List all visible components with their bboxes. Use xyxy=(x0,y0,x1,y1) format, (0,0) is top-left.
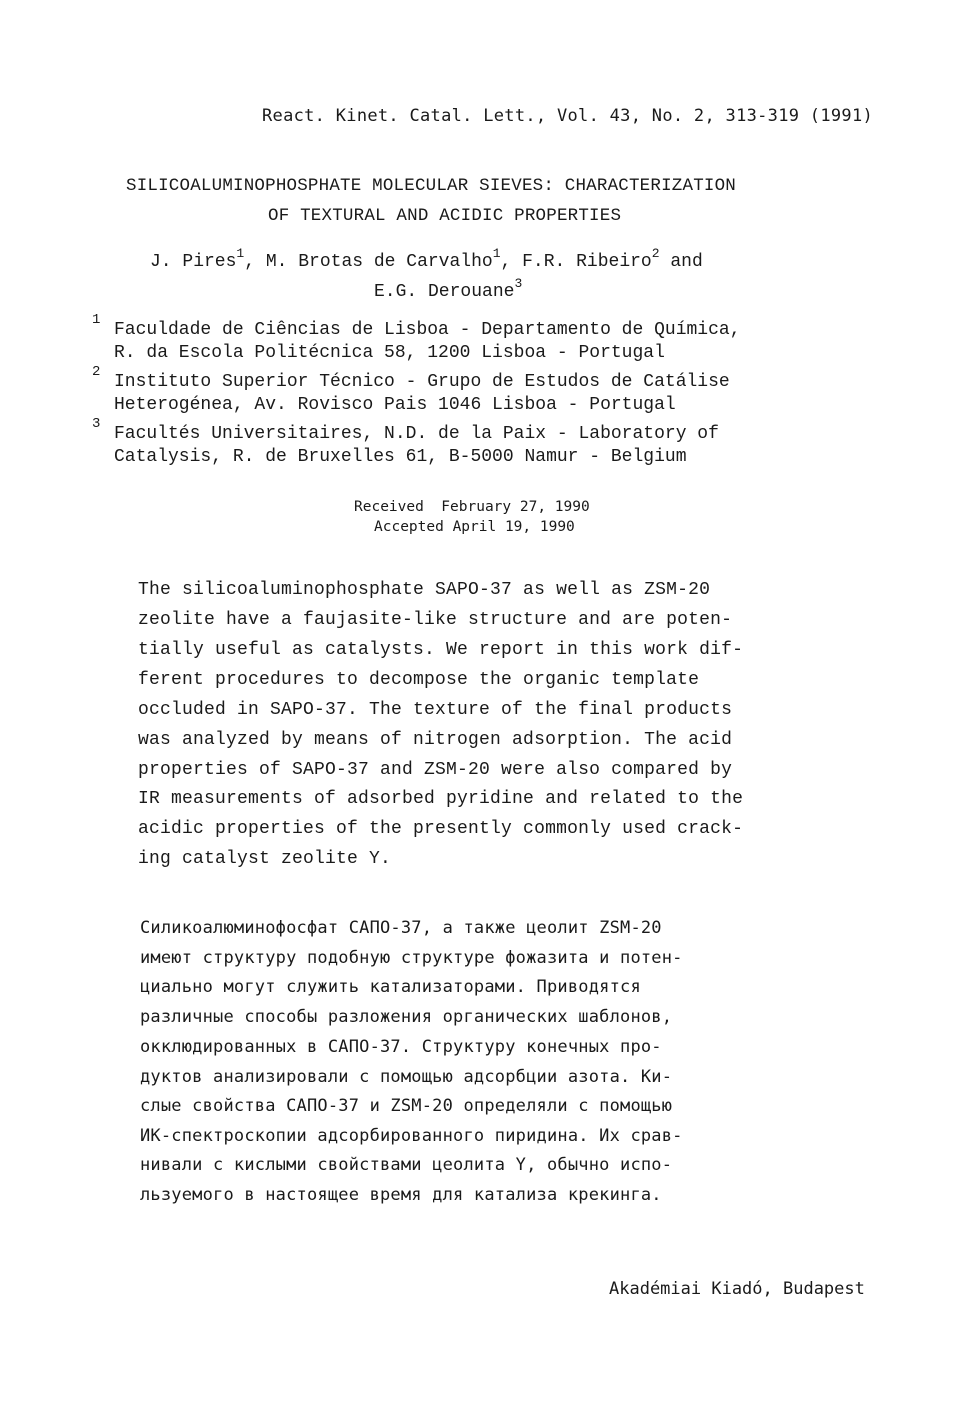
affiliation-line: R. da Escola Politécnica 58, 1200 Lisboa - Portugal xyxy=(114,343,665,363)
received-date: Received February 27, 1990 xyxy=(354,499,590,515)
affiliation-number: 2 xyxy=(92,364,101,380)
author-affiliation-mark: 3 xyxy=(514,276,523,291)
affiliation-line: Faculdade de Ciências de Lisboa - Departamento de Química, xyxy=(114,320,741,340)
publisher-imprint: Akadémiai Kiadó, Budapest xyxy=(609,1279,865,1299)
author-affiliation-mark: 2 xyxy=(651,246,660,261)
abstract-line: was analyzed by means of nitrogen adsorption. The acid xyxy=(138,730,733,750)
author-ribeiro: , F.R. Ribeiro xyxy=(500,252,652,272)
affiliation-number: 1 xyxy=(92,312,101,328)
abstract-line: properties of SAPO-37 and ZSM-20 were also compared by xyxy=(138,760,733,780)
abstract-line: tially useful as catalysts. We report in this work dif- xyxy=(138,640,744,660)
abstract-line: циально могут служить катализаторами. Приводятся xyxy=(140,977,641,997)
abstract-line: acidic properties of the presently commonly used crack- xyxy=(138,819,744,839)
author-affiliation-mark: 1 xyxy=(492,246,501,261)
accepted-date: Accepted April 19, 1990 xyxy=(374,519,575,535)
abstract-line: ferent procedures to decompose the organic template xyxy=(138,670,700,690)
abstract-line: дуктов анализировали с помощью адсорбции азота. Ки- xyxy=(140,1067,673,1087)
abstract-line: различные способы разложения органических шаблонов, xyxy=(140,1007,673,1027)
affiliation-line: Facultés Universitaires, N.D. de la Paix - Laboratory of xyxy=(114,424,719,444)
abstract-line: имеют структуру подобную структуре фожазита и потен- xyxy=(140,948,683,968)
affiliation-line: Instituto Superior Técnico - Grupo de Estudos de Catálise xyxy=(114,372,730,392)
affiliation-line: Catalysis, R. de Bruxelles 61, B-5000 Namur - Belgium xyxy=(114,447,687,467)
author-list-line-1 xyxy=(150,246,703,272)
abstract-line: The silicoaluminophosphate SAPO-37 as well as ZSM-20 xyxy=(138,580,711,600)
journal-reference: React. Kinet. Catal. Lett., Vol. 43, No. 2, 313-319 (1991) xyxy=(262,106,874,126)
abstract-line: слые свойства САПО-37 и ZSM-20 определяли с помощью xyxy=(140,1096,673,1116)
abstract-line: zeolite have a faujasite-like structure and are poten- xyxy=(138,610,733,630)
affiliation-number: 3 xyxy=(92,416,101,432)
author-derouane: E.G. Derouane xyxy=(374,282,515,302)
abstract-line: ing catalyst zeolite Y. xyxy=(138,849,392,869)
abstract-line: льзуемого в настоящее время для катализа крекинга. xyxy=(140,1185,662,1205)
abstract-line: окклюдированных в САПО-37. Структуру конечных про- xyxy=(140,1037,662,1057)
abstract-line: Силикоалюминофосфат САПО-37, а также цеолит ZSM-20 xyxy=(140,918,662,938)
paper-title-line-1: SILICOALUMINOPHOSPHATE MOLECULAR SIEVES: CHARACTERIZATION xyxy=(126,176,736,196)
author-conjunction: and xyxy=(659,252,703,272)
author-brotas-de-carvalho: , M. Brotas de Carvalho xyxy=(244,252,493,272)
author-affiliation-mark: 1 xyxy=(236,246,245,261)
author-list-line-2 xyxy=(374,276,523,302)
abstract-line: нивали с кислыми свойствами цеолита Y, обычно испо- xyxy=(140,1155,673,1175)
abstract-line: occluded in SAPO-37. The texture of the final products xyxy=(138,700,733,720)
paper-title-line-2: OF TEXTURAL AND ACIDIC PROPERTIES xyxy=(268,206,622,226)
abstract-line: IR measurements of adsorbed pyridine and related to the xyxy=(138,789,744,809)
author-pires: J. Pires xyxy=(150,252,237,272)
abstract-line: ИК-спектроскопии адсорбированного пиридина. Их срав- xyxy=(140,1126,683,1146)
affiliation-line: Heterogénea, Av. Rovisco Pais 1046 Lisboa - Portugal xyxy=(114,395,676,415)
